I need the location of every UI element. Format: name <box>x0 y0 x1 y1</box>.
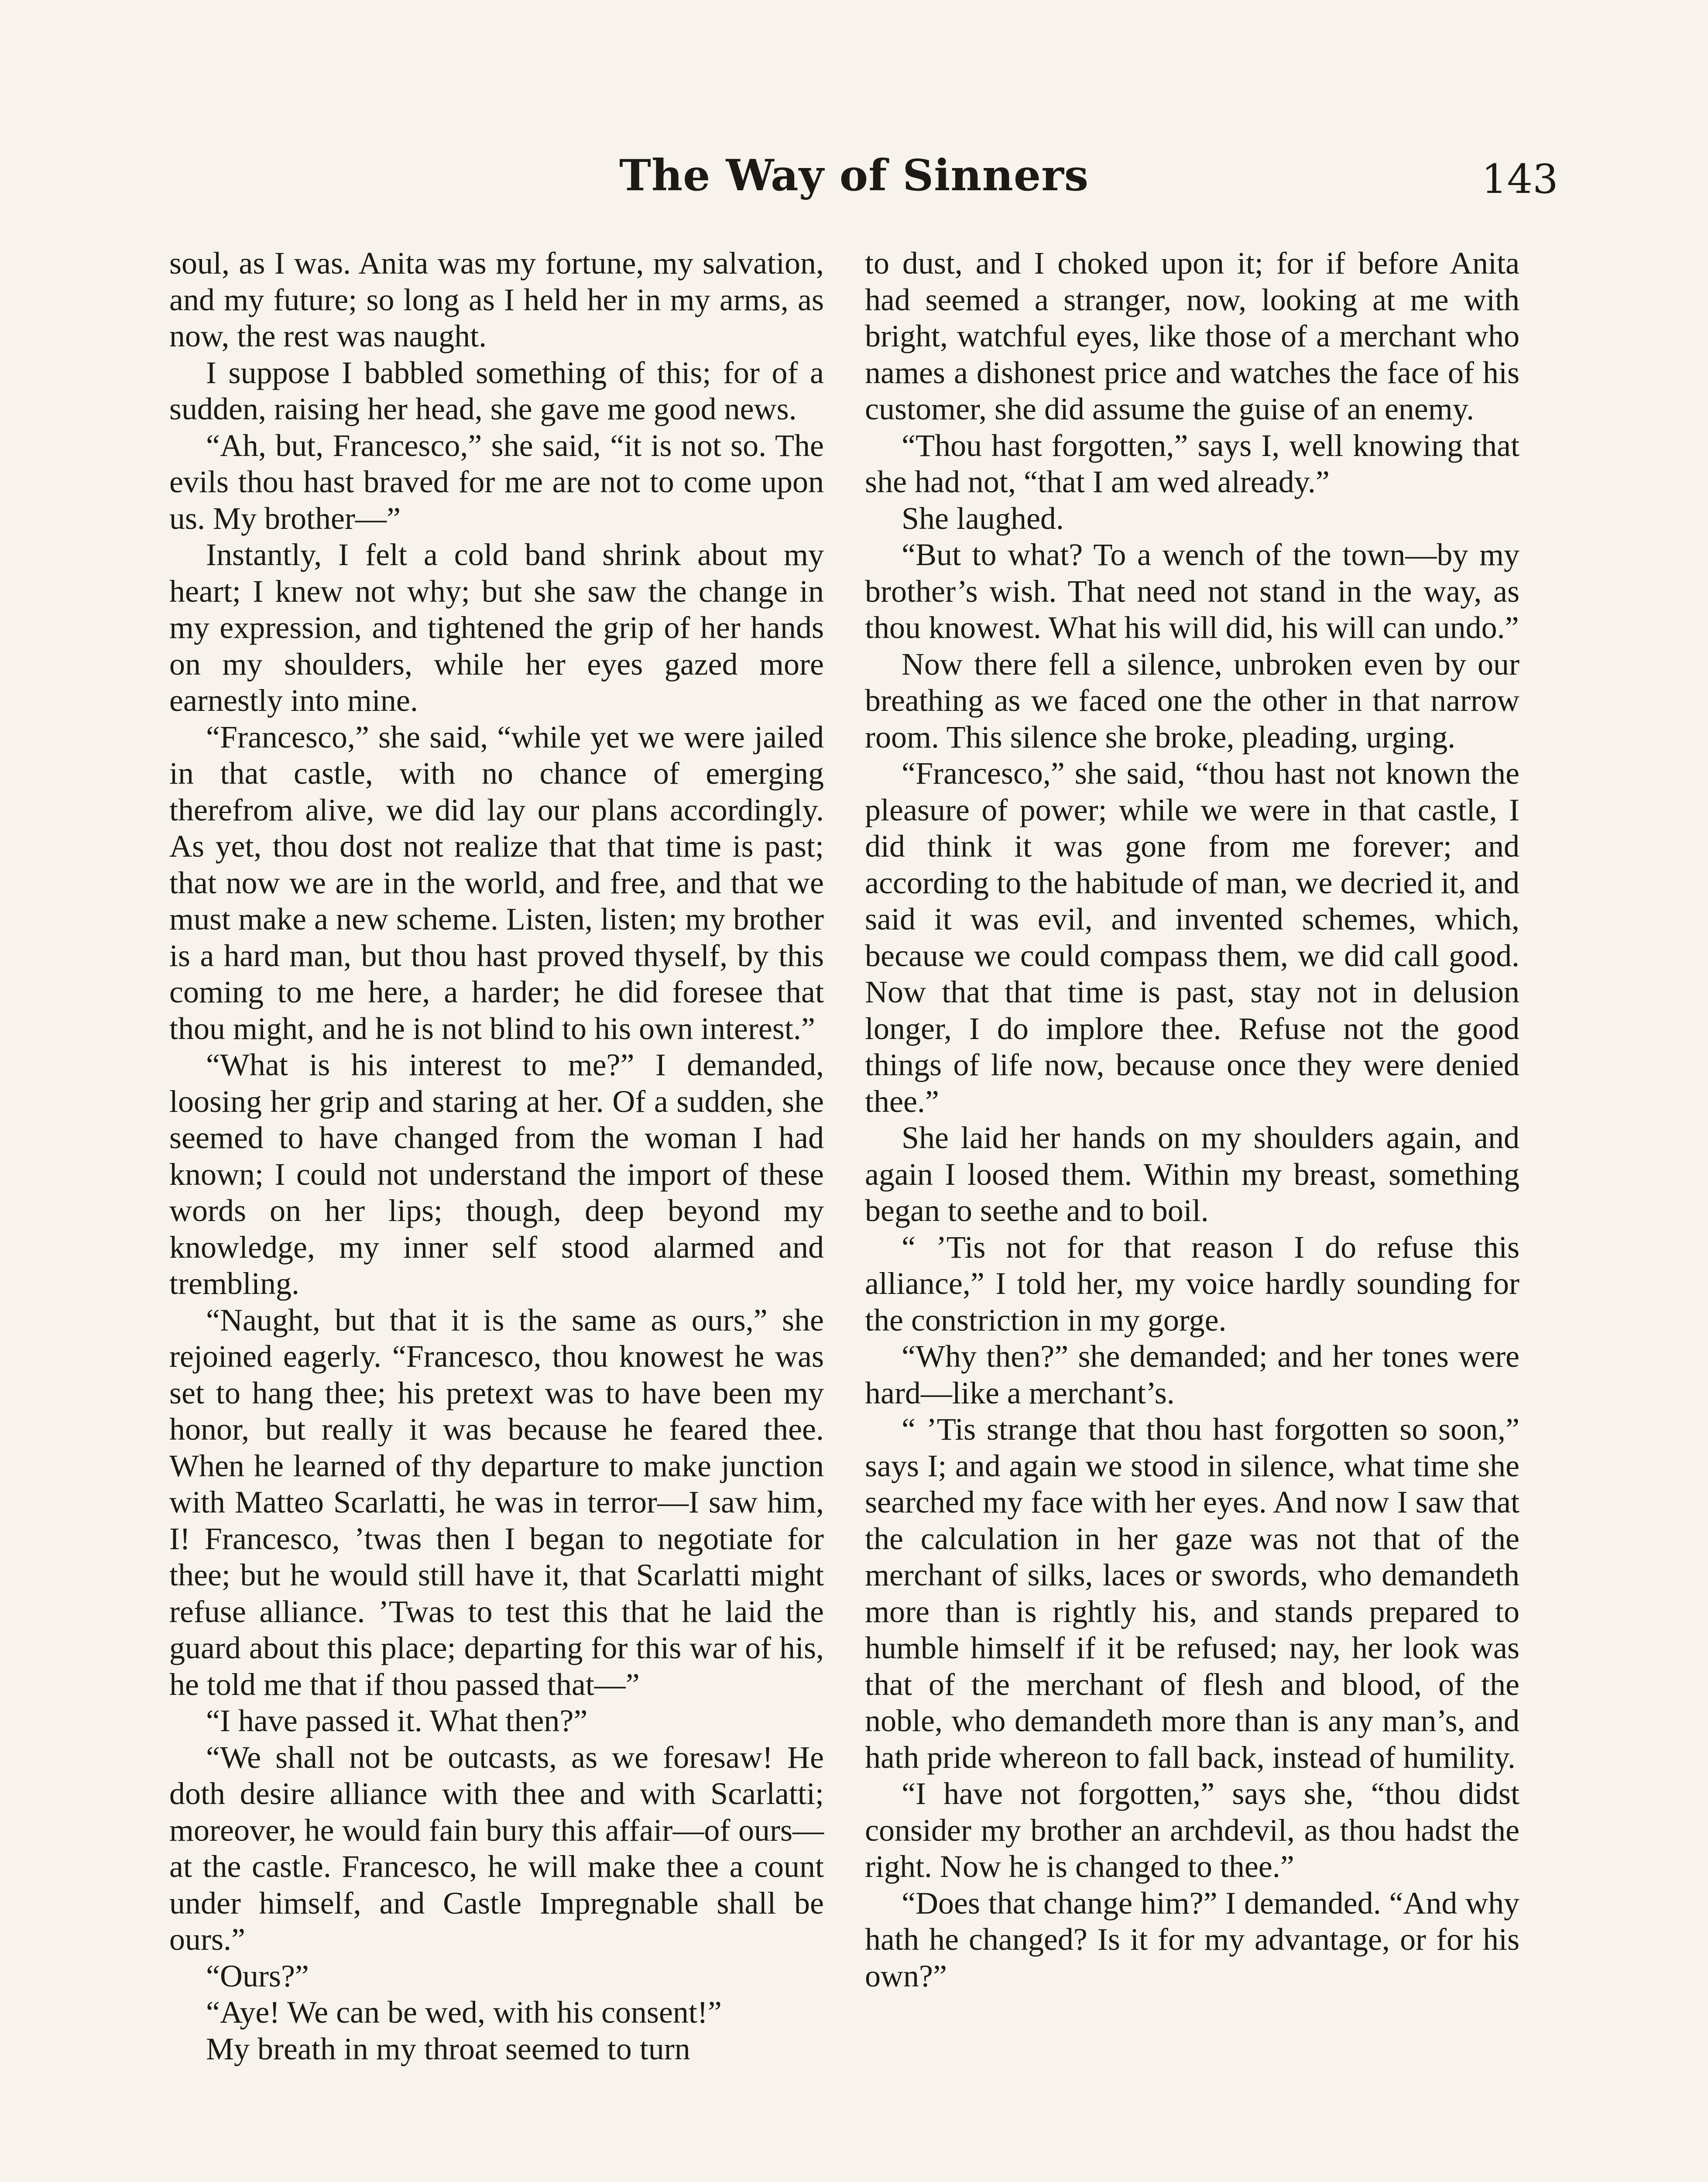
paragraph: “Naught, but that it is the same as ours,” she rejoined eagerly. “Francesco, thou knowest he was set to hang thee; his pretext was to have been my honor, but really it was because he feared thee. When he learned of thy departure to make junction with Matteo Scarlatti, he was in terror—I saw him, I! Francesco, ’twas then I began to negotiate for thee; but he would still have it, that Scarlatti might refuse alliance. ’Twas to test this that he laid the guard about this place; departing for this war of his, he told me that if thou passed that—” <box>169 1302 824 1702</box>
paragraph: Instantly, I felt a cold band shrink about my heart; I knew not why; but she saw the change in my expression, and tightened the grip of her hands on my shoulders, while her eyes gazed more earnestly into mine. <box>169 537 824 718</box>
paragraph: “Ours?” <box>206 1958 309 1993</box>
paragraph: “What is his interest to me?” I demanded, loosing her grip and staring at her. Of a sudden, she seemed to have changed from the woman I had known; I could not understand the import of these words on her lips; though, deep beyond my knowledge, my inner self stood alarmed and trembling. <box>169 1047 824 1301</box>
page-number: 143 <box>1482 156 1558 202</box>
paragraph: soul, as I was. Anita was my fortune, my salvation, and my future; so long as I held her in my arms, as now, the rest was naught. <box>169 246 824 353</box>
paragraph: Now there fell a silence, unbroken even by our breathing as we faced one the other in that narrow room. This silence she broke, pleading, urging. <box>865 646 1519 755</box>
paragraph: “ ’Tis strange that thou hast forgotten so soon,” says I; and again we stood in silence, what time she searched my face with her eyes. And now I saw that the calculation in her gaze was not that of the merchant of silks, laces or swords, who demandeth more than is rightly his, and stands prepared to humble himself if it be refused; nay, her look was that of the merchant of flesh and blood, of the noble, who demandeth more than is any man’s, and hath pride whereon to fall back, instead of humility. <box>865 1412 1519 1775</box>
paragraph: “Francesco,” she said, “while yet we were jailed in that castle, with no chance of emerging therefrom alive, we did lay our plans accordingly. As yet, thou dost not realize that that time is past; that now we are in the world, and free, and that we must make a new scheme. Listen, listen; my brother is a hard man, but thou hast proved thyself, by this coming to me here, a harder; he did foresee that thou might, and he is not blind to his own interest.” <box>169 719 824 1046</box>
paragraph: “Does that change him?” I demanded. “And why hath he changed? Is it for my advantage, or for his own?” <box>865 1885 1519 1993</box>
left-column <box>169 245 824 2067</box>
paragraph: “Aye! We can be wed, with his consent!” <box>206 1995 722 2030</box>
paragraph: She laid her hands on my shoulders again, and again I loosed them. Within my breast, something began to seethe and to boil. <box>865 1120 1519 1228</box>
paragraph: I suppose I babbled something of this; for of a sudden, raising her head, she gave me good news. <box>169 355 824 426</box>
paragraph: “ ’Tis not for that reason I do refuse this alliance,” I told her, my voice hardly sounding for the constriction in my gorge. <box>865 1229 1519 1338</box>
paragraph: “I have passed it. What then?” <box>206 1703 588 1738</box>
paragraph: “We shall not be outcasts, as we foresaw! He doth desire alliance with thee and with Scarlatti; moreover, he would fain bury this affair—of ours—at the castle. Francesco, he will make thee a count under himself, and Castle Impregnable shall be ours.” <box>169 1739 824 1957</box>
paragraph: My breath in my throat seemed to turn <box>206 2031 690 2066</box>
paragraph: “But to what? To a wench of the town—by my brother’s wish. That need not stand in the way, as thou knowest. What his will did, his will can undo.” <box>865 537 1519 645</box>
right-column <box>865 245 1519 1994</box>
paragraph: She laughed. <box>902 501 1064 536</box>
paragraph: to dust, and I choked upon it; for if before Anita had seemed a stranger, now, looking at me with bright, watchful eyes, like those of a merchant who names a dishonest price and watches the face of his customer, she did assume the guise of an enemy. <box>865 246 1519 426</box>
paragraph: “I have not forgotten,” says she, “thou didst consider my brother an archdevil, as thou hadst the right. Now he is changed to thee.” <box>865 1776 1519 1884</box>
paragraph: “Thou hast forgotten,” says I, well knowing that she had not, “that I am wed already.” <box>865 428 1519 499</box>
paragraph: “Francesco,” she said, “thou hast not known the pleasure of power; while we were in that castle, I did think it was gone from me forever; and according to the habitude of man, we decried it, and said it was evil, and invented schemes, which, because we could compass them, we did call good. Now that that time is past, stay not in delusion longer, I do implore thee. Refuse not the good things of life now, because once they were denied thee.” <box>865 756 1519 1119</box>
page-title: The Way of Sinners <box>619 151 1089 201</box>
paragraph: “Ah, but, Francesco,” she said, “it is not so. The evils thou hast braved for me are not to come upon us. My brother—” <box>169 428 824 536</box>
paragraph: “Why then?” she demanded; and her tones were hard—like a merchant’s. <box>865 1339 1519 1410</box>
